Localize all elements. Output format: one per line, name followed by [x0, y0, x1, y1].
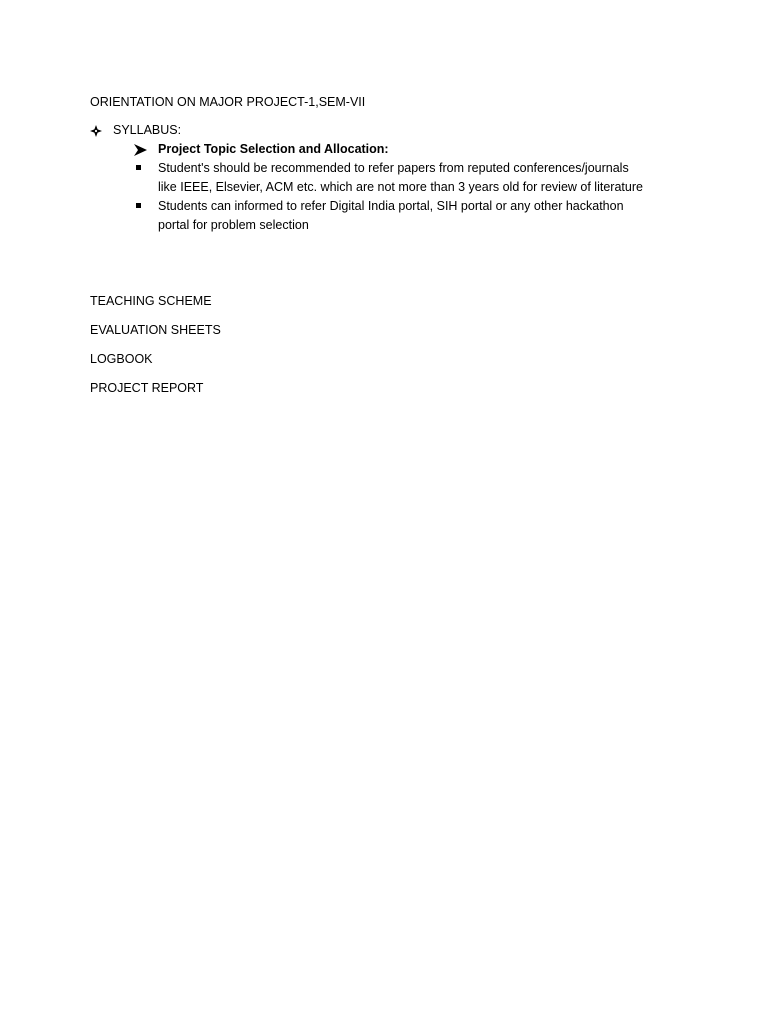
list-item-text — [158, 159, 658, 197]
list-item-line: Students can informed to refer Digital India portal, SIH portal or any other hackathon — [158, 199, 624, 213]
subheading-label: Project Topic Selection and Allocation: — [158, 142, 389, 156]
section-project-report: PROJECT REPORT — [90, 381, 204, 395]
section-logbook: LOGBOOK — [90, 352, 153, 366]
list-item-line: like IEEE, Elsevier, ACM etc. which are not more than 3 years old for review of literature — [158, 180, 643, 194]
square-bullet-icon — [136, 165, 141, 170]
list-item-line: Student's should be recommended to refer papers from reputed conferences/journals — [158, 161, 629, 175]
document-title: ORIENTATION ON MAJOR PROJECT-1,SEM-VII — [90, 95, 366, 109]
syllabus-label: SYLLABUS: — [113, 123, 182, 137]
list-item-text — [158, 197, 658, 235]
diamond-four-petal-icon — [90, 121, 104, 140]
square-bullet-icon — [136, 203, 141, 208]
arrowhead-right-icon — [134, 140, 148, 159]
section-evaluation-sheets: EVALUATION SHEETS — [90, 323, 221, 337]
section-teaching-scheme: TEACHING SCHEME — [90, 294, 212, 308]
list-item-line: portal for problem selection — [158, 218, 309, 232]
